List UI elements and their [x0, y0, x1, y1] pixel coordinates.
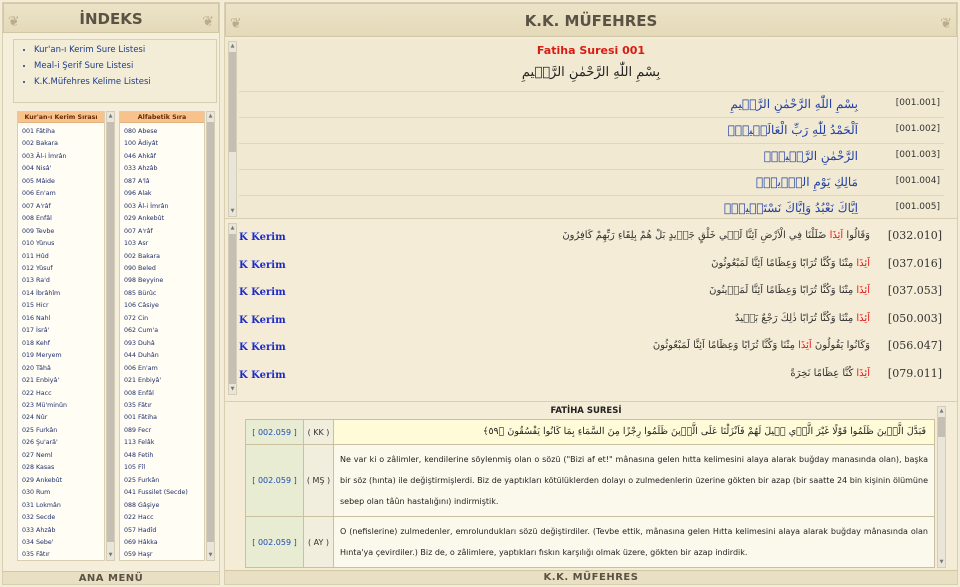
verse-row[interactable]: [239, 195, 944, 221]
ornament-icon: ❦: [8, 14, 20, 30]
result-source-link[interactable]: K Kerim: [239, 342, 286, 354]
tafsir-panel: [225, 401, 957, 571]
sura-list-item[interactable]: 080 Abese: [124, 128, 158, 135]
result-number[interactable]: [079.011]: [887, 367, 942, 380]
verse-row[interactable]: [239, 91, 944, 117]
sura-list-item[interactable]: 087 A'lâ: [124, 177, 150, 185]
result-post: مِتْنَا وَكُنَّا تُرَابًا وَعِظَامًا اَئِنَّا لَمَبْعُوثُونَ: [652, 340, 799, 352]
sura-list-item[interactable]: 027 Neml: [22, 451, 53, 459]
result-number[interactable]: [037.053]: [887, 284, 942, 298]
verse-arabic: اِيَّاكَ نَعْبُدُ وَاِيَّاكَ نَسْتَع۪ينُۜ: [723, 201, 858, 215]
sura-list-item[interactable]: 089 Fecr: [124, 426, 152, 434]
sura-list-item[interactable]: 030 Rum: [22, 489, 51, 497]
sura-list-item[interactable]: 026 Şu'arâ': [22, 439, 58, 447]
sura-list-item[interactable]: 025 Furkân: [22, 426, 58, 434]
scroll-down-icon[interactable]: ▼: [208, 552, 213, 558]
verse-arabic: اَلْحَمْدُ لِلّٰهِ رَبِّ الْعَالَم۪ينَۙ: [727, 123, 858, 137]
tafsir-source: ( AY ): [304, 517, 334, 568]
verse-number: [001.003]: [895, 150, 940, 160]
sura-list-item[interactable]: 008 Enfâl: [22, 215, 52, 223]
result-row[interactable]: [239, 309, 944, 337]
index-title: İNDEKS: [79, 10, 143, 28]
link-sure-listesi[interactable]: • Kur'an-ı Kerim Sure Listesi: [34, 46, 216, 55]
sura-list-item[interactable]: 019 Meryem: [22, 352, 62, 360]
sura-list-item[interactable]: 046 Ahkâf: [124, 152, 156, 160]
main-menu-footer[interactable]: ANA MENÜ: [3, 571, 219, 584]
scroll-up-icon[interactable]: ▲: [230, 43, 235, 49]
sura-list-item[interactable]: 006 En'am: [124, 364, 158, 372]
result-highlight: اَئِذَا: [856, 285, 870, 297]
basmala: بِسْمِ اللّٰهِ الرَّحْمٰنِ الرَّح۪يمِ: [521, 65, 661, 80]
tafsir-row: [246, 445, 935, 517]
sura-list-item[interactable]: 005 Mâide: [22, 177, 55, 185]
scroll-up-icon[interactable]: ▲: [939, 408, 944, 414]
verse-row[interactable]: [239, 117, 944, 143]
result-row[interactable]: [239, 281, 944, 309]
result-post: مِتْنَا وَكُنَّا تُرَابًا ذٰلِكَ رَجْعٌ بَع۪يدٌ: [735, 312, 857, 324]
sura-list-item[interactable]: 022 Hacc: [22, 389, 52, 397]
result-post: مِتْنَا وَكُنَّا تُرَابًا وَعِظَامًا اَئِنَّا لَمَبْعُوثُونَ: [711, 257, 857, 269]
quran-order-header: Kur'an-ı Kerim Sırası: [18, 112, 104, 123]
sura-list-item[interactable]: 010 Yûnus: [22, 240, 55, 248]
tafsir-text: Ne var ki o zâlimler, kendilerine söylenmiş olan o sözü ("Bizi af et!" mânasına gelen hıtta kelimesini alaya alarak buğday manasında olan), başka bir söz (hınta) ile değiştirmişlerdi. Biz de yaptıkları kötülüklerden dolayı o zulmedenlerin üzerine gökten bir azap (bir saatte 24 bin kişinin ölümüne sebep olan tâûn hastalığını) indirmiştik.: [334, 445, 935, 517]
sura-list-item[interactable]: 093 Duhâ: [124, 339, 155, 347]
sura-list-item[interactable]: 007 A'râf: [22, 202, 51, 210]
tafsir-title: FATİHA SURESİ: [550, 406, 622, 416]
sura-list-item[interactable]: 003 Âl-i İmrân: [124, 202, 169, 210]
scroll-up-icon[interactable]: ▲: [208, 113, 213, 119]
verse-row[interactable]: [239, 143, 944, 169]
result-post: كُنَّا عِظَامًا نَخِرَةً: [790, 368, 857, 379]
sura-list-item[interactable]: 041 Fussilet (Secde): [124, 489, 188, 497]
search-results: [225, 221, 957, 399]
tafsir-ref-link[interactable]: [ 002.059 ]: [246, 420, 304, 445]
result-source-link[interactable]: K Kerim: [239, 287, 286, 299]
sura-list-item[interactable]: 021 Enbiyâ': [22, 377, 60, 385]
sura-list-item[interactable]: 044 Duhân: [124, 352, 159, 360]
result-source-link[interactable]: K Kerim: [239, 259, 286, 271]
quran-order-list: [17, 111, 105, 561]
sura-list-item[interactable]: 033 Ahzâb: [124, 165, 158, 173]
result-number[interactable]: [056.047]: [887, 339, 942, 353]
results-scrollbar[interactable]: [228, 223, 237, 395]
link-kelime-listesi[interactable]: • K.K.Müfehres Kelime Listesi: [34, 78, 216, 87]
alpha-order-list: [119, 111, 205, 561]
result-post: ضَلَلْنَا فِي الْاَرْضِ اَئِنَّا لَف۪ي خَلْقٍ جَد۪يدٍ بَلْ هُمْ بِلِقَاءِ رَبِّهِمْ كَافِرُونَ: [562, 230, 830, 241]
sura-list-item[interactable]: 103 Asr: [124, 240, 149, 248]
verse-number: [001.004]: [895, 176, 940, 186]
result-row[interactable]: [239, 226, 944, 254]
scroll-down-icon[interactable]: ▼: [230, 208, 235, 214]
sura-list-item[interactable]: 106 Câsiye: [124, 302, 159, 310]
sura-list-item[interactable]: 057 Hadîd: [124, 526, 157, 534]
tafsir-ref-link[interactable]: [ 002.059 ]: [246, 445, 304, 517]
sura-list-item[interactable]: 088 Gâşiye: [124, 501, 160, 509]
scroll-up-icon[interactable]: ▲: [230, 225, 235, 231]
result-source-link[interactable]: K Kerim: [239, 314, 286, 326]
mufehres-title: K.K. MÜFEHRES: [524, 12, 658, 30]
alpha-order-header: Alfabetik Sıra: [120, 112, 204, 123]
result-highlight: اَئِذَا: [829, 230, 844, 241]
sura-list-item[interactable]: 004 Nisâ': [22, 165, 52, 173]
scroll-down-icon[interactable]: ▼: [939, 559, 944, 565]
scroll-thumb[interactable]: [207, 122, 214, 542]
sura-list-item[interactable]: 025 Furkân: [124, 476, 160, 484]
sura-list-item[interactable]: 029 Ankebût: [22, 476, 63, 484]
link-meal-listesi[interactable]: • Meal-i Şerif Sure Listesi: [34, 62, 216, 71]
sura-list-item[interactable]: 013 Ra'd: [22, 277, 50, 285]
result-highlight: اَئِذَا: [856, 257, 870, 269]
index-header: [3, 3, 219, 33]
sura-list-item[interactable]: 008 Enfâl: [124, 389, 154, 397]
sura-list-item[interactable]: 021 Enbiyâ': [124, 377, 162, 385]
tafsir-table: [245, 419, 935, 568]
result-arabic: [709, 285, 870, 296]
sura-list-item[interactable]: 032 Secde: [22, 514, 56, 522]
tafsir-scrollbar[interactable]: [937, 406, 946, 568]
sura-list-item[interactable]: 085 Bürûc: [124, 289, 157, 297]
scroll-thumb[interactable]: [229, 234, 236, 384]
sura-list-item[interactable]: 022 Hacc: [124, 514, 154, 522]
result-row[interactable]: [239, 364, 944, 392]
sura-list-item[interactable]: 035 Fâtır: [124, 401, 152, 409]
sura-list-item[interactable]: 023 Mü'minûn: [22, 401, 68, 409]
verse-arabic: مَالِكِ يَوْمِ الدّ۪ينِۜ: [756, 175, 858, 189]
quran-list-scrollbar[interactable]: [106, 111, 115, 561]
verse-arabic: بِسْمِ اللّٰهِ الرَّحْمٰنِ الرَّح۪يمِ: [730, 97, 858, 111]
sura-list-item[interactable]: 018 Kehf: [22, 339, 50, 347]
sura-list-item[interactable]: 096 Alak: [124, 190, 152, 198]
sura-list-item[interactable]: 034 Sebe': [22, 538, 54, 546]
sura-list-item[interactable]: 059 Haşr: [124, 551, 153, 559]
result-highlight: اَئِذَا: [798, 340, 812, 352]
verse-panel: [225, 39, 957, 219]
index-links: [13, 39, 217, 103]
sura-list-item[interactable]: 090 Beled: [124, 264, 156, 272]
sura-list-item[interactable]: 024 Nûr: [22, 414, 48, 422]
scroll-down-icon[interactable]: ▼: [108, 552, 113, 558]
result-arabic: [790, 368, 870, 379]
result-number[interactable]: [032.010]: [887, 229, 942, 242]
tafsir-text: O (nefislerine) zulmedenler, emrolundukları sözü değiştirdiler. (Tevbe ettik, mânasına gelen Hıtta kelimesini alaya alarak buğday mânasında olan Hınta'ya çevirdiler.) Biz de, o zâlimlere, yaptıkları fıskın karşılığı olmak üzere, gökten bir azap indirdik.: [334, 517, 935, 568]
sura-list-item[interactable]: 069 Hâkka: [124, 538, 158, 546]
tafsir-row: [246, 420, 935, 445]
sura-list-item[interactable]: 002 Bakara: [22, 140, 59, 148]
sura-list-item[interactable]: 031 Lokmân: [22, 501, 61, 509]
result-post: مِتْنَا وَكُنَّا تُرَابًا وَعِظَامًا اَئِنَّا لَمَد۪ينُونَ: [709, 285, 857, 297]
ornament-icon: ❦: [202, 14, 214, 30]
result-arabic: [562, 230, 870, 241]
tafsir-source: ( MŞ ): [304, 445, 334, 517]
sura-list-item[interactable]: 033 Ahzâb: [22, 526, 56, 534]
scroll-up-icon[interactable]: ▲: [108, 113, 113, 119]
sura-list-item[interactable]: 072 Cin: [124, 314, 149, 322]
sura-list-item[interactable]: 002 Bakara: [124, 252, 161, 260]
sura-list-item[interactable]: 001 Fâtiha: [22, 128, 55, 135]
sura-list-item[interactable]: 028 Kasas: [22, 464, 55, 472]
sura-list-item[interactable]: 012 Yûsuf: [22, 264, 53, 272]
result-row[interactable]: [239, 254, 944, 282]
verse-row[interactable]: [239, 169, 944, 195]
sura-list-item[interactable]: 017 İsrâ': [22, 327, 50, 335]
sura-list-item[interactable]: 003 Âl-i İmrân: [22, 152, 67, 160]
index-panel: [2, 2, 220, 585]
ornament-icon: ❦: [940, 16, 952, 32]
scroll-thumb[interactable]: [938, 417, 945, 437]
sura-list-item[interactable]: 048 Fetih: [124, 451, 154, 459]
sura-list-item[interactable]: 009 Tevbe: [22, 227, 55, 235]
mufehres-header: [225, 3, 957, 37]
tafsir-ref-link[interactable]: [ 002.059 ]: [246, 517, 304, 568]
sura-list-item[interactable]: 001 Fâtiha: [124, 414, 157, 422]
mufehres-panel: [224, 2, 958, 585]
sura-list-item[interactable]: 098 Beyyine: [124, 277, 164, 285]
sura-list-item[interactable]: 016 Nahl: [22, 314, 51, 322]
sura-title: Fatiha Suresi 001: [536, 44, 646, 57]
sura-list-item[interactable]: 062 Cum'a: [124, 327, 159, 335]
result-source-link[interactable]: K Kerim: [239, 232, 286, 243]
sura-list-item[interactable]: 035 Fâtır: [22, 551, 50, 559]
sura-list-item[interactable]: 100 Âdiyât: [124, 140, 159, 148]
result-arabic: [653, 340, 870, 351]
sura-list-item[interactable]: 006 En'am: [22, 190, 56, 198]
sura-list-item[interactable]: 113 Felâk: [124, 439, 155, 447]
ornament-icon: ❦: [230, 16, 242, 32]
scroll-down-icon[interactable]: ▼: [230, 386, 235, 392]
result-arabic: [711, 258, 870, 269]
tafsir-row: [246, 517, 935, 568]
tafsir-text: فَبَدَّلَ الَّذ۪ينَ ظَلَمُوا قَوْلًا غَيْرَ الَّذ۪ي ق۪يلَ لَهُمْ فَاَنْزَلْنَا عَلَى الَّذ۪ينَ ظَلَمُوا رِجْزًا مِنَ السَّمَاءِ بِمَا كَانُوا يَفْسُقُونَ ﴿٥٩﴾: [334, 420, 935, 445]
sura-list-item[interactable]: 020 Tâhâ: [22, 364, 51, 372]
tafsir-source: ( KK ): [304, 420, 334, 445]
sura-list-item[interactable]: 014 İbrâhîm: [22, 289, 61, 297]
result-source-link[interactable]: K Kerim: [239, 370, 286, 381]
result-highlight: اَئِذَا: [856, 312, 870, 324]
scroll-thumb[interactable]: [107, 122, 114, 542]
result-highlight: اَئِذَا: [856, 368, 870, 379]
alpha-list-scrollbar[interactable]: [206, 111, 215, 561]
result-number[interactable]: [037.016]: [887, 256, 942, 270]
verse-number: [001.002]: [895, 124, 940, 134]
result-row[interactable]: [239, 336, 944, 364]
verse-number: [001.001]: [895, 98, 940, 108]
result-number[interactable]: [050.003]: [887, 311, 942, 325]
sura-list-item[interactable]: 007 A'râf: [124, 227, 153, 235]
result-arabic: [735, 313, 870, 324]
sura-list-item[interactable]: 011 Hûd: [22, 252, 49, 260]
sura-list-item[interactable]: 029 Ankebût: [124, 215, 165, 223]
sura-list-item[interactable]: 015 Hicr: [22, 302, 49, 310]
verse-number: [001.005]: [895, 202, 940, 212]
result-pre: وَكَانُوا يَقُولُونَ: [811, 340, 870, 352]
verse-arabic: الرَّحْمٰنِ الرَّح۪يمِۙ: [763, 149, 858, 163]
result-pre: وَقَالُوا: [843, 230, 870, 241]
mufehres-footer: K.K. MÜFEHRES: [225, 570, 957, 584]
sura-list-item[interactable]: 105 Fîl: [124, 464, 146, 472]
